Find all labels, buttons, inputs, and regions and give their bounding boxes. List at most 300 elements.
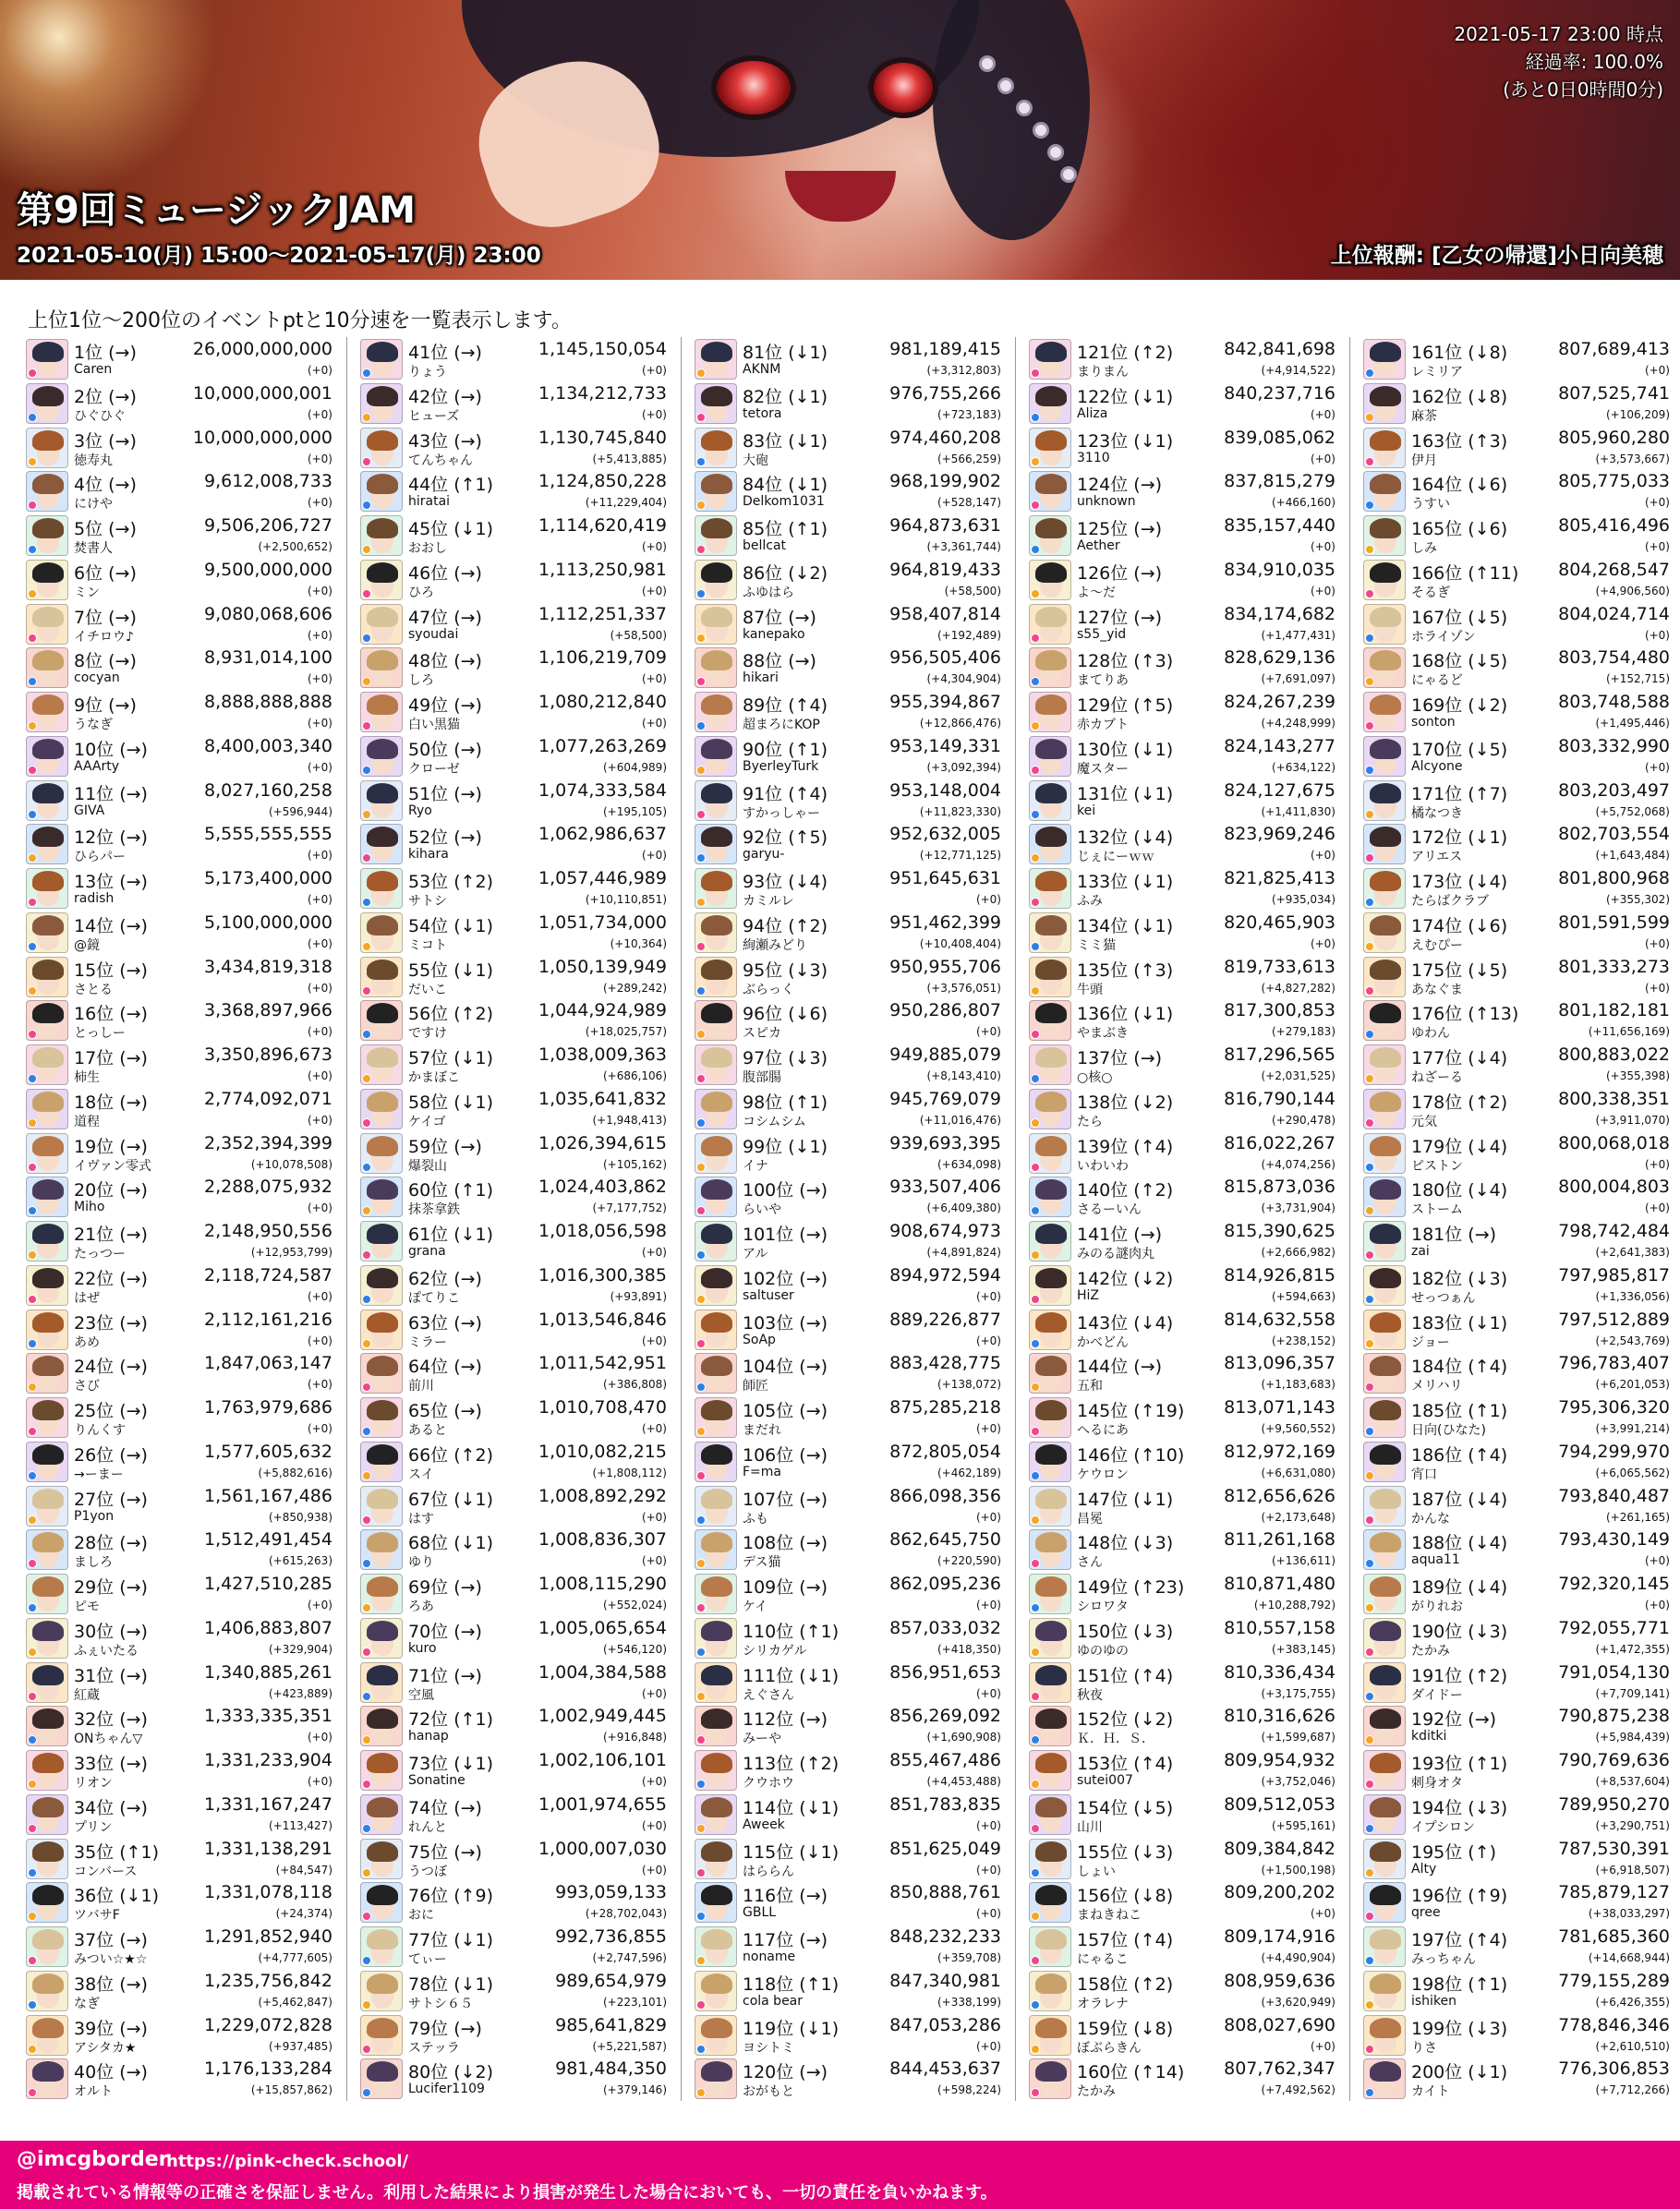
ranking-row	[22, 1793, 336, 1837]
idol-avatar	[360, 1133, 403, 1174]
avatar-hair	[367, 1312, 398, 1333]
reward-label: 上位報酬: [乙女の帰還]小日向美穂	[1330, 244, 1663, 268]
rank-label: 72位 (↑1)	[408, 1709, 494, 1731]
player-name: ヨシトミ	[743, 2040, 794, 2056]
event-banner	[0, 0, 1680, 280]
ranking-row	[691, 1263, 1005, 1308]
status-panel	[1454, 20, 1663, 103]
rank-label: 183位 (↓1)	[1411, 1312, 1508, 1334]
attribute-icon	[696, 1735, 706, 1744]
event-points: 817,296,565	[1224, 1044, 1336, 1065]
rank-label: 143位 (↓4)	[1077, 1312, 1174, 1334]
event-points: 795,306,320	[1558, 1397, 1670, 1418]
ten-minute-delta: (+0)	[641, 717, 667, 730]
avatar-hair	[701, 1797, 732, 1817]
rank-label: 90位 (↑1)	[743, 739, 828, 760]
ranking-row	[1025, 911, 1339, 955]
rank-label: 97位 (↓3)	[743, 1048, 828, 1068]
avatar-hair	[1370, 2061, 1401, 2082]
idol-avatar	[1029, 1486, 1071, 1527]
idol-avatar	[1363, 1662, 1406, 1703]
avatar-hair	[367, 1268, 398, 1288]
player-name: れんと	[408, 1819, 447, 1835]
idol-avatar	[695, 1529, 737, 1570]
event-points: 1,018,056,598	[538, 1221, 667, 1241]
ten-minute-delta: (+338,199)	[937, 1995, 1001, 2009]
event-points: 1,561,167,486	[203, 1485, 332, 1506]
footer-url-link[interactable]: https://pink-check.school/	[166, 2152, 409, 2171]
attribute-icon	[696, 677, 706, 686]
event-points: 801,591,599	[1558, 911, 1670, 933]
event-points: 810,557,158	[1224, 1617, 1336, 1638]
player-name: おがもと	[743, 2084, 794, 2100]
player-name: しょい	[1077, 1864, 1116, 1879]
player-name: ゆわん	[1411, 1026, 1450, 1042]
attribute-icon	[362, 457, 371, 466]
avatar-hair	[1035, 2018, 1067, 2038]
rank-label: 101位 (→)	[743, 1225, 828, 1245]
rank-label: 104位 (→)	[743, 1357, 828, 1378]
ranking-row	[1360, 469, 1674, 513]
rank-label: 76位 (↑9)	[408, 1886, 494, 1907]
avatar-hair	[32, 2061, 64, 2082]
idol-avatar	[1363, 1574, 1406, 1614]
ranking-row	[691, 469, 1005, 513]
player-name: みのる謎肉丸	[1077, 1247, 1154, 1261]
idol-avatar	[1363, 1044, 1406, 1085]
event-points: 781,685,360	[1558, 1926, 1670, 1947]
idol-avatar	[1029, 1397, 1071, 1438]
idol-avatar	[360, 604, 403, 645]
avatar-hair	[1370, 607, 1401, 627]
ten-minute-delta: (+4,490,904)	[1261, 1951, 1336, 1964]
avatar-hair	[367, 342, 398, 362]
column-divider	[681, 337, 682, 2101]
avatar-hair	[1370, 1797, 1401, 1817]
attribute-icon	[696, 1956, 706, 1965]
player-name: クウホウ	[743, 1776, 794, 1791]
ten-minute-delta: (+1,948,413)	[592, 1113, 667, 1127]
idol-avatar	[695, 1662, 737, 1703]
player-name: まねきねこ	[1077, 1908, 1142, 1924]
ten-minute-delta: (+0)	[1310, 452, 1336, 465]
avatar-hair	[367, 2061, 398, 2082]
attribute-icon	[696, 1295, 706, 1304]
ten-minute-delta: (+24,374)	[275, 1907, 332, 1921]
ten-minute-delta: (+4,827,282)	[1261, 981, 1336, 995]
rank-label: 108位 (→)	[743, 1533, 828, 1554]
event-points: 1,010,708,470	[538, 1397, 667, 1418]
attribute-icon	[362, 1074, 371, 1083]
avatar-hair	[1370, 474, 1401, 494]
event-points: 1,331,078,118	[203, 1882, 332, 1903]
ranking-row	[22, 1308, 336, 1352]
player-name: りさ	[1411, 2040, 1437, 2056]
ranking-row	[1360, 1395, 1674, 1440]
ten-minute-delta: (+2,747,596)	[592, 1951, 667, 1964]
attribute-icon	[362, 1912, 371, 1921]
ten-minute-delta: (+0)	[641, 1863, 667, 1877]
avatar-hair	[701, 1312, 732, 1333]
ten-minute-delta: (+12,953,799)	[250, 1246, 332, 1259]
player-name: GBLL	[743, 1905, 777, 1921]
ten-minute-delta: (+379,146)	[602, 2083, 667, 2097]
attribute-icon	[696, 1648, 706, 1657]
rank-label: 121位 (↑2)	[1077, 343, 1174, 363]
player-name: たかみ	[1077, 2084, 1116, 2100]
avatar-hair	[1035, 518, 1067, 538]
avatar-hair	[32, 1356, 64, 1376]
ten-minute-delta: (+10,288,792)	[1253, 1599, 1336, 1611]
player-name: ゆのゆの	[1077, 1643, 1129, 1659]
ranking-row	[1360, 1440, 1674, 1484]
ranking-row	[691, 1440, 1005, 1484]
rank-label: 181位 (→)	[1411, 1225, 1497, 1245]
player-name: ぽてりこ	[408, 1290, 460, 1306]
ranking-row	[1360, 602, 1674, 646]
event-points: 813,071,143	[1224, 1397, 1336, 1418]
ranking-row	[1025, 690, 1339, 734]
player-name: にゃるこ	[1077, 1952, 1129, 1967]
attribute-icon	[1031, 677, 1040, 686]
attribute-icon	[1031, 545, 1040, 554]
rank-label: 36位 (↓1)	[74, 1886, 160, 1907]
avatar-hair	[367, 650, 398, 670]
avatar-hair	[1370, 386, 1401, 406]
rank-label: 7位 (→)	[74, 607, 137, 628]
player-name: qree	[1411, 1905, 1441, 1921]
player-name: 爆裂山	[408, 1158, 447, 1174]
attribute-icon	[696, 1692, 706, 1701]
player-name: ジョー	[1411, 1334, 1450, 1350]
ranking-row	[1360, 2057, 1674, 2101]
event-points: 9,506,206,727	[203, 515, 332, 536]
rank-label: 126位 (→)	[1077, 562, 1163, 584]
rank-label: 33位 (→)	[74, 1754, 148, 1774]
avatar-hair	[1035, 739, 1067, 759]
avatar-hair	[32, 562, 64, 583]
attribute-icon	[28, 457, 37, 466]
event-points: 814,632,558	[1224, 1309, 1336, 1330]
player-name: 空風	[408, 1687, 434, 1703]
attribute-icon	[1031, 853, 1040, 863]
avatar-hair	[701, 1665, 732, 1685]
rank-label: 17位 (→)	[74, 1048, 148, 1068]
ranking-row	[1025, 734, 1339, 779]
ten-minute-delta: (+0)	[1644, 760, 1670, 774]
ranking-row	[1360, 779, 1674, 823]
avatar-hair	[1035, 474, 1067, 494]
event-points: 800,883,022	[1558, 1044, 1670, 1065]
ten-minute-delta: (+0)	[1644, 936, 1670, 950]
idol-avatar	[360, 1882, 403, 1923]
ranking-row	[357, 1219, 671, 1263]
avatar-hair	[1035, 1841, 1067, 1862]
attribute-icon	[28, 501, 37, 510]
player-name: 絢瀬みどり	[743, 937, 807, 953]
idol-avatar	[26, 1706, 68, 1746]
ten-minute-delta: (+4,891,824)	[926, 1246, 1001, 1259]
rank-label: 196位 (↑9)	[1411, 1886, 1508, 1907]
ranking-row	[1360, 1087, 1674, 1131]
rank-label: 71位 (→)	[408, 1665, 482, 1686]
rank-label: 138位 (↓2)	[1077, 1092, 1174, 1113]
event-points: 1,008,115,290	[538, 1574, 667, 1594]
event-points: 801,333,273	[1558, 956, 1670, 977]
event-points: 1,013,546,846	[538, 1309, 667, 1330]
rank-label: 5位 (→)	[74, 519, 137, 539]
avatar-hair	[32, 2018, 64, 2038]
player-name: シロワタ	[1077, 1599, 1129, 1614]
event-points: 811,261,168	[1224, 1529, 1336, 1551]
avatar-hair	[367, 960, 398, 980]
player-name: ケウロン	[1077, 1467, 1129, 1482]
ten-minute-delta: (+5,221,587)	[592, 2039, 667, 2053]
idol-avatar	[1363, 1882, 1406, 1923]
ten-minute-delta: (+11,823,330)	[919, 804, 1001, 818]
event-points: 1,016,300,385	[538, 1264, 667, 1286]
idol-avatar	[1363, 1529, 1406, 1570]
player-name: 麻茶	[1411, 408, 1437, 424]
rank-label: 28位 (→)	[74, 1533, 148, 1554]
player-name: みーや	[743, 1732, 781, 1747]
ten-minute-delta: (+0)	[307, 1599, 332, 1611]
avatar-hair	[367, 474, 398, 494]
event-points: 823,969,246	[1224, 824, 1336, 845]
player-name: kanepako	[743, 626, 805, 642]
ten-minute-delta: (+596,944)	[268, 804, 332, 818]
attribute-icon	[1031, 413, 1040, 422]
idol-avatar	[695, 1486, 737, 1527]
attribute-icon	[1365, 368, 1374, 378]
idol-avatar	[26, 1353, 68, 1394]
idol-avatar	[1029, 515, 1071, 556]
ranking-column	[1025, 337, 1339, 2101]
player-name: えぐさん	[743, 1687, 794, 1703]
footer-handle-link[interactable]: @imcgborder	[17, 2148, 169, 2171]
idol-avatar	[1363, 1971, 1406, 2011]
ranking-row	[691, 1925, 1005, 1969]
idol-avatar	[26, 780, 68, 821]
ranking-row	[22, 381, 336, 426]
ranking-row	[1025, 955, 1339, 999]
player-name: てんちゃん	[408, 453, 473, 468]
player-name: りんくす	[74, 1423, 126, 1438]
player-name: garyu-	[743, 847, 785, 863]
rank-label: 123位 (↓1)	[1077, 430, 1174, 452]
idol-avatar	[1363, 383, 1406, 424]
attribute-icon	[696, 810, 706, 819]
ranking-row	[22, 822, 336, 866]
player-name: syoudai	[408, 626, 459, 642]
idol-avatar	[360, 1442, 403, 1482]
player-name: クローゼ	[408, 761, 460, 777]
attribute-icon	[1365, 1603, 1374, 1612]
idol-avatar	[695, 1000, 737, 1041]
idol-avatar	[695, 428, 737, 468]
attribute-icon	[696, 501, 706, 510]
ranking-row	[357, 337, 671, 381]
ranking-row	[22, 1043, 336, 1087]
ten-minute-delta: (+3,361,744)	[926, 540, 1001, 553]
ranking-row	[691, 2057, 1005, 2101]
idol-avatar	[1029, 692, 1071, 732]
ten-minute-delta: (+0)	[307, 1775, 332, 1788]
player-name: りょう	[408, 365, 447, 380]
rank-label: 114位 (↓1)	[743, 1797, 840, 1818]
player-name: 牛頭	[1077, 982, 1103, 997]
ten-minute-delta: (+195,105)	[602, 804, 667, 818]
attribute-icon	[362, 1603, 371, 1612]
event-points: 950,955,706	[889, 956, 1001, 977]
idol-avatar	[1029, 1133, 1071, 1174]
player-name: あると	[408, 1423, 447, 1438]
ranking-row	[1025, 513, 1339, 558]
ranking-row	[1360, 1043, 1674, 1087]
player-name: ろあ	[408, 1599, 434, 1614]
ranking-row	[691, 558, 1005, 602]
player-name: s55_yid	[1077, 626, 1127, 642]
idol-avatar	[360, 1221, 403, 1261]
idol-avatar	[26, 339, 68, 380]
rank-label: 198位 (↑1)	[1411, 1974, 1508, 1995]
idol-avatar	[360, 1486, 403, 1527]
idol-avatar	[26, 1000, 68, 1041]
event-points: 824,127,675	[1224, 779, 1336, 801]
avatar-hair	[1035, 562, 1067, 583]
idol-avatar	[360, 912, 403, 953]
idol-avatar	[26, 868, 68, 909]
event-points: 10,000,000,001	[192, 382, 332, 404]
player-name: だいこ	[408, 982, 447, 997]
avatar-hair	[32, 607, 64, 627]
rank-label: 111位 (↓1)	[743, 1665, 840, 1686]
avatar-hair	[367, 1708, 398, 1729]
rank-label: 186位 (↑4)	[1411, 1444, 1508, 1466]
avatar-hair	[1035, 1621, 1067, 1641]
rank-label: 66位 (↑2)	[408, 1444, 494, 1466]
player-name: Ryo	[408, 803, 432, 818]
idol-avatar	[26, 2058, 68, 2099]
event-points: 8,931,014,100	[203, 647, 332, 669]
event-points: 847,053,286	[889, 2014, 1001, 2035]
rank-label: 166位 (↑11)	[1411, 562, 1519, 584]
ranking-row	[1360, 1748, 1674, 1793]
ten-minute-delta: (+462,189)	[937, 1466, 1001, 1479]
rank-label: 191位 (↑2)	[1411, 1665, 1508, 1686]
ranking-row	[357, 911, 671, 955]
ranking-row	[1025, 646, 1339, 690]
event-points: 1,406,883,807	[203, 1617, 332, 1638]
rank-label: 75位 (→)	[408, 1841, 482, 1863]
idol-avatar	[26, 383, 68, 424]
ranking-row	[691, 1616, 1005, 1660]
ten-minute-delta: (+546,120)	[602, 1642, 667, 1656]
attribute-icon	[1365, 810, 1374, 819]
ten-minute-delta: (+1,477,431)	[1261, 628, 1336, 642]
player-name: ステッラ	[408, 2040, 460, 2056]
ranking-row	[691, 866, 1005, 911]
event-points: 1,113,250,981	[538, 559, 667, 580]
ten-minute-delta: (+359,708)	[937, 1951, 1001, 1964]
player-name: アシタカ★	[74, 2040, 137, 2056]
rank-label: 45位 (↓1)	[408, 519, 494, 539]
event-points: 797,985,817	[1558, 1264, 1670, 1286]
ten-minute-delta: (+3,576,051)	[926, 981, 1001, 995]
ranking-row	[691, 1969, 1005, 2013]
ranking-row	[1360, 558, 1674, 602]
attribute-icon	[362, 1780, 371, 1789]
status-progress: 経過率: 100.0%	[1525, 51, 1663, 73]
player-name: ミラー	[408, 1334, 447, 1350]
ranking-row	[22, 1880, 336, 1925]
rank-label: 6位 (→)	[74, 562, 137, 584]
ranking-row	[1025, 1219, 1339, 1263]
event-points: 801,800,968	[1558, 868, 1670, 888]
rank-label: 20位 (→)	[74, 1180, 148, 1201]
player-name: たら	[1077, 1114, 1103, 1129]
event-points: 875,285,218	[889, 1397, 1001, 1418]
event-points: 834,910,035	[1224, 559, 1336, 580]
player-name: 橘なつき	[1411, 805, 1463, 821]
ten-minute-delta: (+0)	[307, 1422, 332, 1435]
attribute-icon	[1031, 942, 1040, 951]
event-points: 785,879,127	[1558, 1882, 1670, 1903]
event-points: 803,748,588	[1558, 692, 1670, 712]
ranking-row	[1360, 955, 1674, 999]
avatar-hair	[367, 1885, 398, 1905]
attribute-icon	[1031, 1692, 1040, 1701]
event-points: 810,336,434	[1224, 1661, 1336, 1683]
player-name: zai	[1411, 1244, 1430, 1259]
player-name: 大砲	[743, 453, 768, 468]
rank-label: 1位 (→)	[74, 343, 137, 363]
event-points: 951,462,399	[889, 911, 1001, 933]
avatar-hair	[1035, 430, 1067, 451]
event-points: 908,674,973	[889, 1221, 1001, 1241]
ranking-row	[1025, 426, 1339, 470]
event-points: 1,000,007,030	[538, 1838, 667, 1859]
ranking-row	[1025, 1837, 1339, 1881]
event-points: 821,825,413	[1224, 868, 1336, 888]
attribute-icon	[362, 853, 371, 863]
rank-label: 135位 (↑3)	[1077, 960, 1174, 981]
rank-label: 142位 (↓2)	[1077, 1268, 1174, 1289]
idol-avatar	[695, 780, 737, 821]
ten-minute-delta: (+6,426,355)	[1595, 1995, 1670, 2009]
idol-avatar	[1363, 1706, 1406, 1746]
event-points: 828,629,136	[1224, 647, 1336, 669]
attribute-icon	[28, 1295, 37, 1304]
ten-minute-delta: (+0)	[1310, 540, 1336, 553]
attribute-icon	[28, 1692, 37, 1701]
player-name: 宵口	[1411, 1467, 1437, 1482]
rank-label: 158位 (↑2)	[1077, 1974, 1174, 1995]
rank-label: 81位 (↓1)	[743, 343, 828, 363]
idol-avatar	[26, 2015, 68, 2056]
idol-avatar	[1029, 604, 1071, 645]
player-name: Caren	[74, 362, 113, 377]
player-name: イヴァン零式	[74, 1158, 151, 1174]
avatar-hair	[1035, 1576, 1067, 1597]
ten-minute-delta: (+0)	[307, 893, 332, 906]
player-name: tetora	[743, 405, 782, 421]
event-points: 2,352,394,399	[203, 1132, 332, 1153]
ten-minute-delta: (+18,025,757)	[585, 1025, 667, 1039]
event-points: 819,733,613	[1224, 956, 1336, 977]
avatar-hair	[1035, 1356, 1067, 1376]
avatar-hair	[701, 1489, 732, 1509]
